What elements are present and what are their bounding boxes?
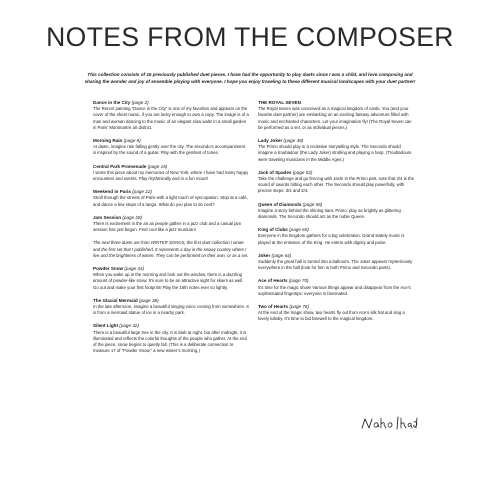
entry-body: Stroll through the streets of Paris with a light touch of syncopation. Stop at a café, and dance a few steps of a tango. What do you plan to do next? — [93, 195, 248, 207]
entry-body: I wrote this piece about my memories of New York, where I have had many happy encounters and events. Play rhythmically and in a fun mood! — [93, 169, 249, 182]
entry-the-glacial-mermaid — [93, 298, 249, 317]
entry-weekend-in-paris — [93, 189, 249, 208]
entry-body: In the late afternoon, imagine a beautiful singing voice coming from somewhere. It is from a mermaid statue of ice in a nearby park. — [93, 304, 249, 316]
entry-body: Imagine a story behind the shining tiara. Primo: play as brightly as glittering diamonds. The Secondo should act as the noble Queen. — [258, 207, 401, 220]
entry-jack-of-spades — [258, 170, 414, 195]
winter-songs-note: The next three duets are from WINTER SONGS, the first duet collection I wrote and the first set that I published. It represents a day in the snowy country where I live and the brightness of winter. They can be performed on their own, or as a set. — [93, 240, 249, 258]
entry-body: At the end of the magic show, two hearts fly out from Ace’s silk hat and sing a lovely lullaby. It’s time to bid farewell to the magical kingdom. — [258, 310, 405, 322]
entry-title: Morning Rain (page 8) — [93, 138, 141, 144]
entry-body: At dawn, imagine rain falling gently over the city. The secondo’s accompaniment is inspired by the sound of a guitar. Play with the gentlest of tones. — [93, 144, 246, 156]
royal-seven-intro — [258, 100, 414, 131]
page-title: NOTES FROM THE COMPOSER — [46, 22, 454, 52]
entry-body: When you wake up in the morning and look out the window, there is a dazzling amount of powder-like snow. It’s sure to be an attractive sight for skiers as well. Go out and make your first footprint! Play the 16th notes ever so lightly. — [93, 272, 244, 290]
entry-body: The Primo should play in a recitative storytelling style. The Secondo should imagine a troubadour (the Lady Joker) strolling and playing a harp. (Troubadours were traveling musicians in the Middle Ages.) — [258, 144, 412, 162]
entry-body: Everyone in the kingdom gathers for a big celebration. Grand stately music is played at the entrance of the King. He enters with dignity and poise. — [258, 233, 405, 245]
section-heading: THE ROYAL SEVEN — [258, 100, 301, 105]
entry-title: Weekend in Paris (page 22) — [93, 189, 152, 195]
entry-title: Lady Joker (page 48) — [258, 138, 304, 144]
entry-title: Central Park Promenade (page 16) — [93, 163, 168, 169]
intro-paragraph: This collection consists of 15 previously published duet pieces. I have had the opportunity to play duets since I was a child, and love composing and sharing the wonder and joy of ensemble playing with everyone. I hope you enjoy traveling to these different musical landscapes with your duet partner! — [84, 72, 416, 85]
entry-body: Suddenly the great hall is turned into a ballroom. The Joker appears mysteriously everywhere in the hall (look for him in both Primo and Secondo parts). — [258, 259, 413, 271]
entry-silent-light — [93, 323, 249, 354]
entry-king-of-clubs — [258, 227, 414, 246]
composer-signature — [360, 414, 420, 434]
entry-title: Dance in the City (page 2) — [93, 100, 149, 105]
left-column — [93, 100, 249, 362]
entry-jam-session — [93, 215, 249, 234]
entry-queen-of-diamonds — [258, 202, 414, 221]
entry-title: King of Clubs (page 60) — [258, 227, 309, 233]
entry-title: Powder Snow (page 34) — [93, 266, 145, 272]
entry-body: Take the challenge and go fencing with Jack! In the Primo part, note that 2/4 is the sound of swords hitting each other. The Secondo should play powerfully, with precise steps: 3/4 and 2/4. — [258, 176, 414, 194]
entry-body: The Royal Seven was conceived as a magical kingdom of cards. You (and your favorite duet partner) are embarking on an exciting fantasy adventure filled with music and enchanted characters. Let your imagination fly! (The Royal Seven can be performed as a set, or as individual pieces.) — [258, 106, 412, 130]
entry-dance-in-the-city — [93, 100, 249, 131]
entry-body: There is excitement in the air as people gather in a jazz club and a casual jam session has just begun. Feel cool like a jazz musician! — [93, 221, 242, 233]
entry-title: Jack of Spades (page 52) — [258, 169, 313, 175]
entry-lady-joker — [258, 138, 414, 163]
entry-body: It’s time for the magic show! Various things appear and disappear from the Ace’s sophisticated fingertips: everyone is fascinated. — [258, 284, 411, 296]
entry-title: Queen of Diamonds (page 56) — [258, 201, 323, 207]
entry-title: Silent Light (page 42) — [93, 323, 139, 329]
entry-title: Ace of Hearts (page 70) — [258, 278, 309, 284]
entry-ace-of-hearts — [258, 278, 414, 297]
entry-body: The Renoir painting “Dance in the City” is one of my favorites and appears on the cover of the sheet music, if you are lucky enough to own a copy. The image is of a man and woman dancing to the music of an elegant slow waltz in a small garden in Paris’ Montmartre art district. — [93, 106, 249, 130]
entry-title: Two of Hearts (page 76) — [258, 304, 309, 310]
entry-two-of-hearts — [258, 304, 414, 323]
entry-joker — [258, 253, 414, 272]
entry-title: The Glacial Mermaid (page 38) — [93, 297, 159, 303]
entry-title: Jam Session (page 28) — [93, 214, 143, 220]
entry-powder-snow — [93, 266, 249, 291]
right-column — [258, 100, 414, 330]
entry-title: Joker (page 64) — [258, 252, 292, 258]
entry-body: There is a beautiful large tree in the city. It is dark at night, but after midnight, it is illuminated and reflects the colorful thoughts of the people who gather. At the end of the piece, snow begins to quietly fall. (This is a deliberate connection to measure 17 of “Powder Snow,” a new winter’s morning.) — [93, 329, 247, 354]
entry-central-park-promenade — [93, 164, 249, 183]
entry-morning-rain — [93, 138, 249, 157]
